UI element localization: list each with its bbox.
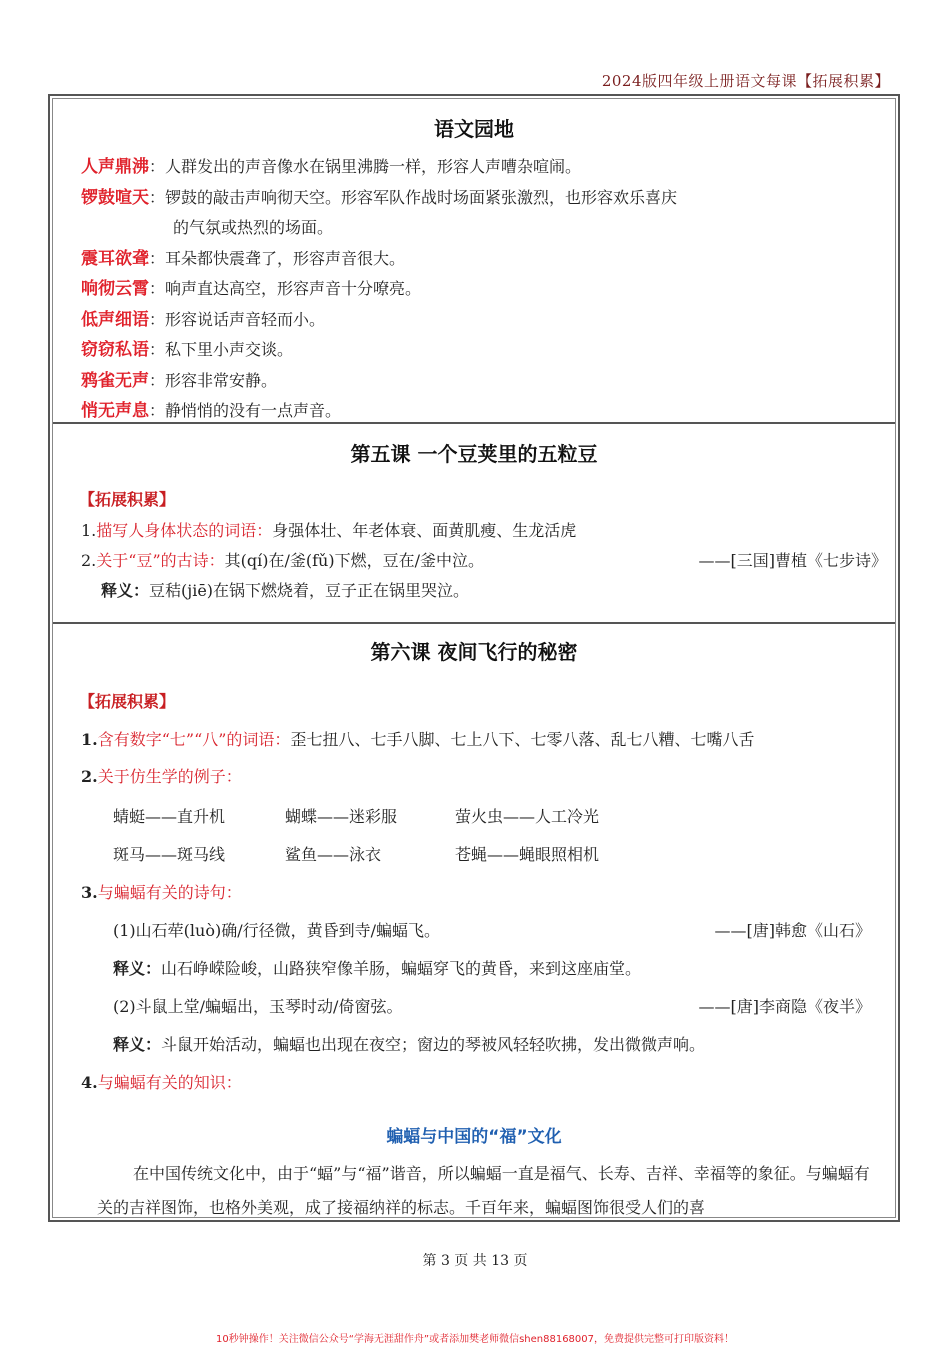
explanation: 释义：斗鼠开始活动，蝙蝠也出现在夜空；窗边的琴被风轻轻吹拂，发出微微声响。 xyxy=(113,1035,706,1054)
idiom-term: 悄无声息 xyxy=(81,401,149,421)
explanation: 释义：豆秸(jiē)在锅下燃烧着，豆子正在锅里哭泣。 xyxy=(101,581,470,600)
document-header: 2024版四年级上册语文每课【拓展积累】 xyxy=(601,72,890,90)
list-item: 3.与蝙蝠有关的诗句： xyxy=(81,883,242,902)
list-item: 4.与蝙蝠有关的知识： xyxy=(81,1073,242,1092)
idiom-item: 悄无声息 ： 静悄悄的没有一点声音。 xyxy=(81,396,895,424)
expand-tag: 【拓展积累】 xyxy=(79,692,176,711)
bionics-pair: 蝴蝶——迷彩服 xyxy=(285,807,398,826)
idiom-term: 人声鼎沸 xyxy=(81,157,149,177)
idiom-item: 锣鼓喧天 ： 锣鼓的敲击声响彻天空。形容军队作战时场面紧张激烈，也形容欢乐喜庆 xyxy=(81,183,895,214)
idiom-item: 鸦雀无声 ： 形容非常安静。 xyxy=(81,366,895,397)
idiom-definition: 锣鼓的敲击声响彻天空。形容军队作战时场面紧张激烈，也形容欢乐喜庆 xyxy=(165,187,678,207)
content-frame xyxy=(48,94,900,1222)
idiom-definition: 静悄悄的没有一点声音。 xyxy=(165,401,342,420)
idiom-definition: 形容非常安静。 xyxy=(165,370,278,390)
section-yuwen-yuandi xyxy=(53,99,895,424)
footer-notice: 10秒钟操作！关注微信公众号“学海无涯甜作舟”或者添加樊老师微信shen88168007，免费提供完整可打印版资料！ xyxy=(215,1334,735,1345)
section-title: 语文园地 xyxy=(434,117,514,141)
idiom-item: 低声细语 ： 形容说话声音轻而小。 xyxy=(81,305,895,336)
section-lesson-6 xyxy=(53,624,895,1218)
idiom-list xyxy=(81,152,895,424)
bionics-pair: 蜻蜓——直升机 xyxy=(113,807,226,826)
item-label: 关于“豆”的古诗： xyxy=(96,551,225,570)
item-text: 歪七扭八、七手八脚、七上八下、七零八落、乱七八糟、七嘴八舌 xyxy=(290,730,755,749)
idiom-definition-continued: 的气氛或热烈的场面。 xyxy=(173,218,334,237)
idiom-term: 低声细语 xyxy=(81,309,149,330)
item-label: 与蝙蝠有关的诗句： xyxy=(97,883,242,902)
idiom-item: 窃窃私语 ： 私下里小声交谈。 xyxy=(81,335,895,366)
bionics-row xyxy=(113,798,895,836)
list-item: 2.关于“豆”的古诗：其(qí)在/釜(fǔ)下燃，豆在/釜中泣。 ——[三国]曹植《七步诗》 xyxy=(81,546,895,576)
item-label: 关于仿生学的例子： xyxy=(97,767,242,786)
idiom-term: 响彻云霄 xyxy=(81,279,149,299)
item-label: 含有数字“七”“八”的词语： xyxy=(97,730,291,749)
idiom-term: 震耳欲聋 xyxy=(81,248,149,269)
bionics-pair: 鲨鱼——泳衣 xyxy=(285,845,382,864)
idiom-definition: 形容说话声音轻而小。 xyxy=(165,309,326,329)
idiom-item: 震耳欲聋 ： 耳朵都快震聋了，形容声音很大。 xyxy=(81,244,895,275)
bionics-row xyxy=(113,836,895,874)
idiom-term: 鸦雀无声 xyxy=(81,370,149,391)
section-title: 第五课 一个豆荚里的五粒豆 xyxy=(350,442,598,466)
idiom-definition: 人群发出的声音像水在锅里沸腾一样，形容人声嘈杂喧闹。 xyxy=(165,157,582,176)
section-title: 第六课 夜间飞行的秘密 xyxy=(370,640,578,664)
list-item: 1.含有数字“七”“八”的词语：歪七扭八、七手八脚、七上八下、七零八落、乱七八糟、七嘴八舌 xyxy=(81,730,755,749)
poem-source: ——[三国]曹植《七步诗》 xyxy=(698,551,887,570)
bionics-pair: 苍蝇——蝇眼照相机 xyxy=(455,845,600,864)
page-number: 第 3 页 共 13 页 xyxy=(422,1253,528,1269)
list-item: 1.描写人身体状态的词语：身强体壮、年老体衰、面黄肌瘦、生龙活虎 xyxy=(81,521,577,540)
idiom-term: 锣鼓喧天 xyxy=(81,187,149,208)
idiom-item: 响彻云霄 ： 响声直达高空，形容声音十分嘹亮。 xyxy=(81,274,895,305)
idiom-definition: 私下里小声交谈。 xyxy=(165,340,294,359)
idiom-definition: 耳朵都快震聋了，形容声音很大。 xyxy=(165,248,406,268)
article-paragraph: 在中国传统文化中，由于“蝠”与“福”谐音，所以蝙蝠一直是福气、长寿、吉祥、幸福等的象征。与蝙蝠有关的吉祥图饰，也格外美观，成了接福纳祥的标志。千百年来，蝙蝠图饰很受人们的喜 xyxy=(97,1164,870,1217)
poem-line xyxy=(113,988,895,1026)
poem-line xyxy=(113,912,895,950)
idiom-term: 窃窃私语 xyxy=(81,340,149,360)
poem-source: ——[唐]韩愈《山石》 xyxy=(714,921,871,940)
item-label: 描写人身体状态的词语： xyxy=(96,521,273,540)
list-item: 2.关于仿生学的例子： xyxy=(81,767,242,786)
poem-text: (1)山石荦(luò)确/行径微，黄昏到寺/蝙蝠飞。 xyxy=(113,921,440,940)
idiom-definition: 响声直达高空，形容声音十分嘹亮。 xyxy=(165,279,422,298)
item-label: 与蝙蝠有关的知识： xyxy=(97,1073,242,1092)
bionics-pair: 萤火虫——人工冷光 xyxy=(455,807,600,826)
item-text: 身强体壮、年老体衰、面黄肌瘦、生龙活虎 xyxy=(272,521,577,540)
explanation: 释义：山石峥嵘险峻，山路狭窄像羊肠，蝙蝠穿飞的黄昏，来到这座庙堂。 xyxy=(113,959,642,978)
poem-text: 其(qí)在/釜(fǔ)下燃，豆在/釜中泣。 xyxy=(224,551,484,570)
poem-text: (2)斗鼠上堂/蝙蝠出，玉琴时动/倚窗弦。 xyxy=(113,997,403,1016)
idiom-item: 人声鼎沸 ： 人群发出的声音像水在锅里沸腾一样，形容人声嘈杂喧闹。 xyxy=(81,152,895,183)
expand-tag: 【拓展积累】 xyxy=(79,490,176,509)
bionics-pair: 斑马——斑马线 xyxy=(113,845,226,864)
poem-source: ——[唐]李商隐《夜半》 xyxy=(698,997,871,1016)
article-subtitle: 蝙蝠与中国的“福”文化 xyxy=(386,1127,562,1147)
section-lesson-5 xyxy=(53,424,895,624)
